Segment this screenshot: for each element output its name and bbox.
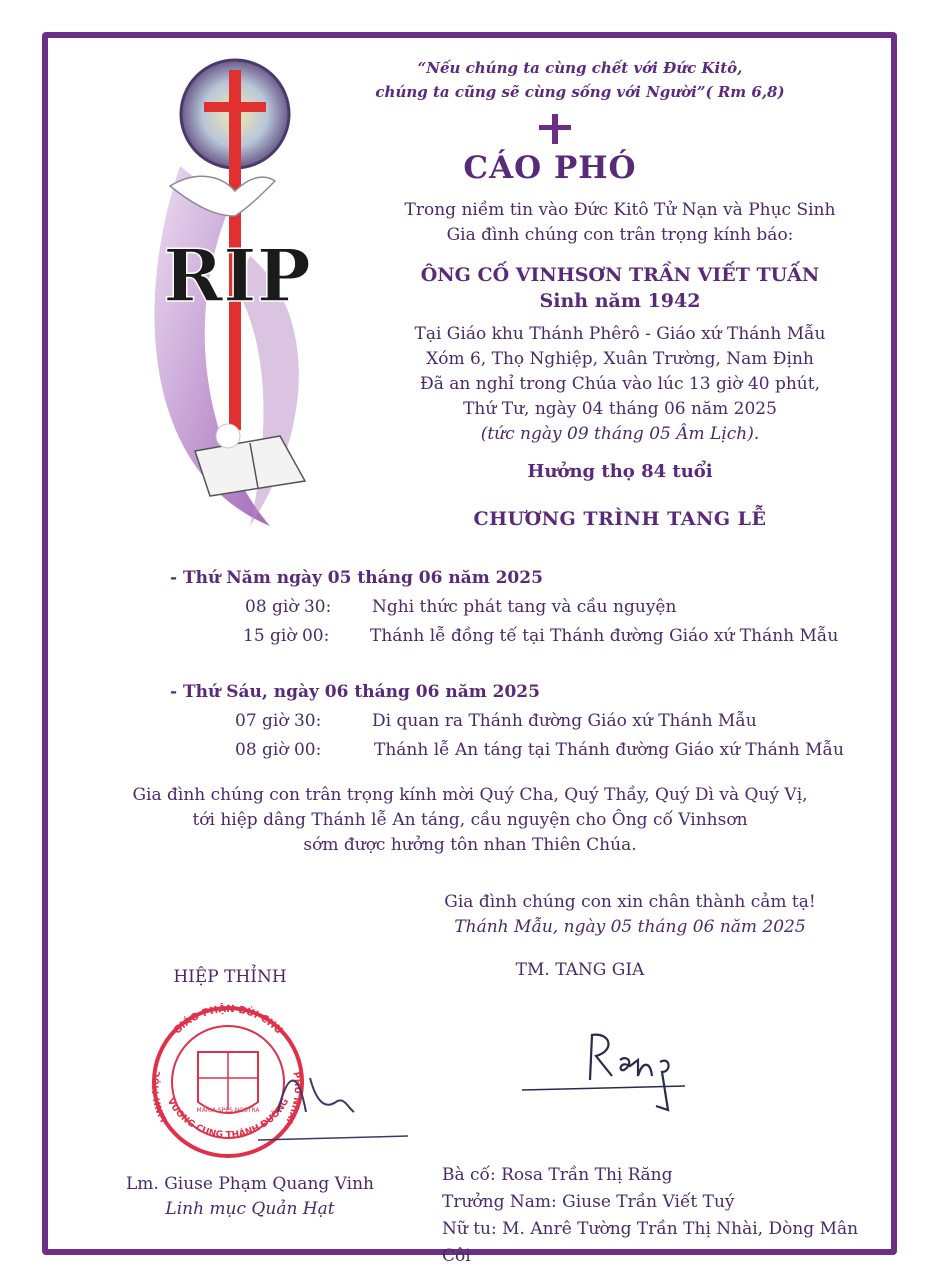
mourner-item: Trưởng Nam: Giuse Trần Viết Tuý [442, 1192, 735, 1212]
quote-line-2: chúng ta cũng sẽ cùng sống với Người”( Rm 6,8) [375, 83, 785, 101]
scripture-quote [360, 56, 800, 104]
detail-line-3: Đã an nghỉ trong Chúa vào lúc 13 giờ 40 phút, [420, 374, 820, 394]
parish-seal [138, 1000, 418, 1160]
lily-icon [216, 424, 240, 448]
signature-rang [590, 1035, 669, 1110]
intro-text [370, 198, 870, 248]
detail-line-5: (tức ngày 09 tháng 05 Âm Lịch). [480, 424, 760, 444]
mourners-list [442, 1162, 892, 1270]
event-time: 07 giờ 30: [235, 711, 322, 731]
seal-top-text: GIÁO PHẬN BÙI CHU [171, 1003, 285, 1037]
deceased-birth: Sinh năm 1942 [539, 290, 701, 312]
event-desc: Di quan ra Thánh đường Giáo xứ Thánh Mẫu [372, 711, 757, 731]
page-title: CÁO PHÓ [463, 150, 637, 186]
seal-motto: MARIA SPES NOSTRA [196, 1107, 260, 1114]
event-desc: Thánh lễ An táng tại Thánh đường Giáo xứ Thánh Mẫu [374, 740, 844, 760]
invite-line-2: tới hiệp dâng Thánh lễ An táng, cầu nguyện cho Ông cố Vinhsơn [192, 810, 748, 830]
mourner-item: Nữ tu: M. Anrê Tường Trần Thị Nhài, Dòng Mân Côi [442, 1219, 859, 1266]
signature-label: Rang [540, 1105, 543, 1106]
thanks-date: Thánh Mẫu, ngày 05 tháng 06 năm 2025 [454, 917, 806, 937]
schedule-day: - Thứ Sáu, ngày 06 tháng 06 năm 2025 [170, 682, 540, 702]
seal-left-text: LINH MỤC [151, 1070, 170, 1124]
cross-icon [535, 114, 575, 144]
schedule-day: - Thứ Năm ngày 05 tháng 06 năm 2025 [170, 568, 543, 588]
family-label: TM. TANG GIA [515, 960, 645, 980]
invite-line-1: Gia đình chúng con trân trọng kính mời Quý Cha, Quý Thầy, Quý Dì và Quý Vị, [132, 785, 808, 805]
invite-line-3: sớm được hưởng tôn nhan Thiên Chúa. [303, 835, 637, 855]
event-time: 08 giờ 30: [245, 597, 332, 617]
rip-logo [140, 56, 340, 536]
rip-text: RIP [163, 233, 311, 318]
deceased-info [370, 262, 870, 314]
detail-line-1: Tại Giáo khu Thánh Phêrô - Giáo xứ Thánh Mẫu [414, 324, 826, 344]
family-signature [520, 1010, 720, 1120]
detail-line-2: Xóm 6, Thọ Nghiệp, Xuân Trường, Nam Định [426, 349, 814, 369]
event-desc: Nghi thức phát tang và cầu nguyện [372, 597, 677, 617]
intro-line-1: Trong niềm tin vào Đức Kitô Tử Nạn và Phục Sinh [404, 200, 836, 220]
event-time: 08 giờ 00: [235, 740, 322, 760]
death-details [370, 322, 870, 447]
communion-label: HIỆP THỈNH [173, 967, 287, 987]
event-time: 15 giờ 00: [243, 626, 330, 646]
event-desc: Thánh lễ đồng tế tại Thánh đường Giáo xứ Thánh Mẫu [370, 626, 839, 646]
priest-block [100, 1172, 400, 1222]
thanks-line: Gia đình chúng con xin chân thành cảm tạ! [444, 892, 816, 912]
priest-role: Linh mục Quản Hạt [165, 1199, 335, 1219]
mourner-item: Bà cố: Rosa Trần Thị Răng [442, 1165, 673, 1185]
seal-right-text: PHÚ NHAI [283, 1071, 303, 1125]
age-text: Hưởng thọ 84 tuổi [527, 461, 713, 482]
cross-horizontal [204, 102, 266, 112]
priest-name: Lm. Giuse Phạm Quang Vinh [126, 1174, 374, 1194]
quote-line-1: “Nếu chúng ta cùng chết với Đức Kitô, [417, 59, 743, 77]
thanks-block [420, 890, 840, 940]
detail-line-4: Thứ Tư, ngày 04 tháng 06 năm 2025 [463, 399, 777, 419]
seal-bottom-text: VƯƠNG CUNG THÁNH ĐƯỜNG [164, 1097, 292, 1141]
deceased-name: ÔNG CỐ VINHSƠN TRẦN VIẾT TUẤN [420, 264, 820, 286]
intro-line-2: Gia đình chúng con trân trọng kính báo: [446, 225, 794, 245]
program-title: CHƯƠNG TRÌNH TANG LỄ [473, 508, 767, 530]
invitation-text [100, 783, 840, 858]
